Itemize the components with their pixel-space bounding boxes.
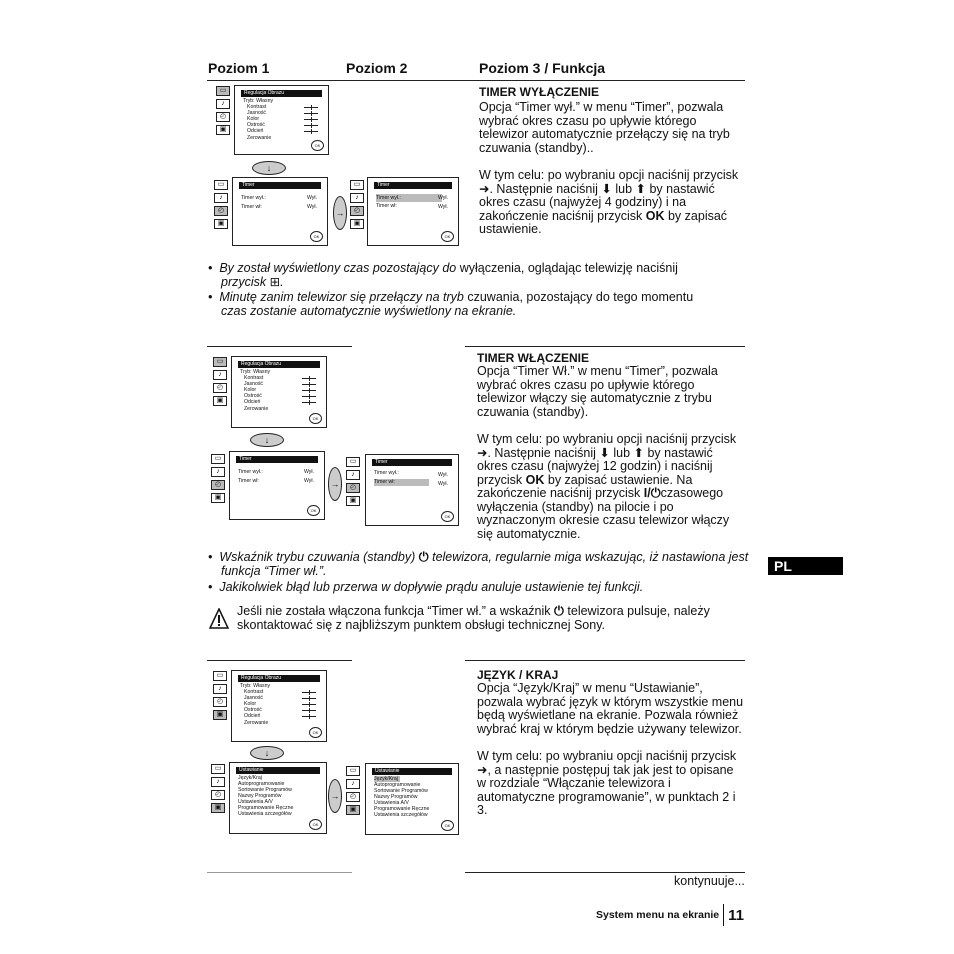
- section2-bullets: • Wskaźnik trybu czuwania (standby) ⏻ telewizora, regularnie miga wskazując, iż nastawiona jest funkcja “Timer wł.”. • Jakikolwiek błąd lub przerwa w dopływie prądu anuluje ustawienie tej funkcji.: [208, 550, 749, 594]
- picture-icon: ▭: [346, 457, 360, 467]
- ok-icon: OK: [309, 413, 322, 424]
- timer-icon: ◴: [350, 206, 364, 216]
- ok-icon: OK: [309, 819, 322, 830]
- down-arrow-icon: ⬇: [601, 181, 612, 196]
- sound-icon: ♪: [216, 99, 230, 109]
- menu-icons: [346, 766, 360, 815]
- picture-icon: ▭: [213, 357, 227, 367]
- menu-title: Regulacja Obrazu: [238, 361, 320, 368]
- section-rule: [207, 660, 352, 661]
- ok-icon: OK: [311, 140, 324, 151]
- sound-icon: ♪: [346, 470, 360, 480]
- menu-icons: [216, 86, 230, 135]
- sound-icon: ♪: [213, 684, 227, 694]
- right-arrow-pad-icon: →: [333, 196, 347, 230]
- sound-icon: ♪: [211, 777, 225, 787]
- menu-title: Ustawianie: [236, 767, 320, 774]
- timer-menu-screen: Timer Timer wył.: Timer wł: Wył. Wył. OK: [229, 451, 325, 520]
- menu-title: Regulacja Obrazu: [241, 90, 322, 97]
- up-arrow-icon: ⬆: [633, 445, 644, 460]
- ok-icon: OK: [441, 820, 454, 831]
- section2-text: TIMER WŁĄCZENIE Opcja “Timer Wł.” w menu “Timer”, pozwala wybrać okres czasu po upływie którego telewizor włączy się automatycznie z trybu czuwania (standby). W tym celu: po wybraniu opcji naciśnij przycisk ➜. Następnie naciśnij ⬇ lub ⬆ by nastawić okres czasu (najwyżej 12 godzin) i naciśnij przycisk OK by zapisać ustawienie. Na zakończenie naciśnij przycisk I/⏻czasowego wyłączenia (standby) na pilocie i po wyznaczonym okresie czasu telewizor włączy się automatycznie.: [477, 351, 743, 541]
- down-arrow-icon: ⬇: [599, 445, 610, 460]
- setup-icon: ▣: [211, 493, 225, 503]
- sound-icon: ♪: [213, 370, 227, 380]
- section-rule: [465, 872, 745, 873]
- language-tab: PL: [768, 557, 843, 575]
- warning-text: Jeśli nie została włączona funkcja “Timer wł.” a wskaźnik ⏻ telewizora pulsuje, należy skontaktować się z najbliższym punktem obsługi technicznej Sony.: [237, 604, 710, 632]
- setup-menu-screen-selected: Ustawianie Język/Kraj Autoprogramowanie Sortowanie Programów Nazwy Programów Ustawienia A/V Programowanie Ręczne Ustawienia szczegółów OK: [365, 763, 459, 835]
- sound-icon: ♪: [214, 193, 228, 203]
- timer-icon: ◴: [213, 383, 227, 393]
- ok-icon: OK: [309, 727, 322, 738]
- menu-title: Ustawianie: [372, 768, 452, 775]
- power-icon: ⏻: [418, 550, 429, 564]
- ok-icon: OK: [441, 231, 454, 242]
- standby-button-icon: I/⏻: [643, 486, 661, 500]
- picture-icon: ▭: [350, 180, 364, 190]
- section-title: JĘZYK / KRAJ: [477, 668, 559, 682]
- timer-icon: ◴: [213, 697, 227, 707]
- ok-icon: OK: [307, 505, 320, 516]
- menu-icons: [213, 671, 227, 720]
- menu-icons: [211, 764, 225, 813]
- continued-label: kontynuuje...: [674, 874, 745, 888]
- picture-icon: ▭: [213, 671, 227, 681]
- header-rule: [207, 80, 745, 81]
- menu-icons: [211, 454, 225, 503]
- section-rule: [465, 346, 745, 347]
- section-title: TIMER WYŁĄCZENIE: [479, 85, 599, 99]
- setup-icon: ▣: [214, 219, 228, 229]
- section3-text: JĘZYK / KRAJ Opcja “Język/Kraj” w menu “Ustawianie”, pozwala wybrać język w którym wszystkie menu będą wyświetlane na ekranie. Pozwala również wybrać kraj w którym będzie używany telewizor. W tym celu: po wybraniu opcji naciśnij przycisk ➜, a następnie postępuj tak jak jest to opisane w rozdziale “Włączanie telewizora i automatyczne programowanie”, w punktach 2 i 3.: [477, 668, 744, 817]
- setup-icon: ▣: [216, 125, 230, 135]
- menu-icons: [346, 457, 360, 506]
- slider-group: [304, 104, 318, 134]
- timer-menu-screen: Timer Timer wył.: Timer wł: Wył. Wył. OK: [232, 177, 328, 246]
- menu-title: Timer: [374, 182, 452, 189]
- picture-menu-screen: [234, 85, 329, 155]
- menu-icons: [350, 180, 364, 229]
- picture-icon: ▭: [214, 180, 228, 190]
- setup-icon: ▣: [346, 496, 360, 506]
- timer-icon: ◴: [211, 480, 225, 490]
- right-arrow-icon: ➜: [477, 445, 488, 460]
- picture-icon: ▭: [216, 86, 230, 96]
- setup-icon: ▣: [211, 803, 225, 813]
- section-rule: [465, 660, 745, 661]
- picture-menu-screen: Regulacja Obrazu Tryb: Własny Kontrast Jasność Kolor Ostrość Odcień Zerowanie OK: [231, 670, 327, 742]
- setup-icon: ▣: [350, 219, 364, 229]
- section-title: TIMER WŁĄCZENIE: [477, 351, 589, 365]
- right-arrow-pad-icon: →: [328, 467, 342, 501]
- menu-title: Timer: [372, 459, 452, 466]
- menu-icons: [214, 180, 228, 229]
- footer-divider: [723, 904, 724, 926]
- timer-icon: ◴: [211, 790, 225, 800]
- picture-icon: ▭: [211, 764, 225, 774]
- up-arrow-icon: ⬆: [635, 181, 646, 196]
- setup-icon: ▣: [213, 710, 227, 720]
- section1-bullets: • By został wyświetlony czas pozostający do wyłączenia, oglądając telewizję naciśnij przycisk ⊞. • Minutę zanim telewizor się przełączy na tryb czuwania, pozostający do tego momentu czas zostanie automatycznie wyświetlony na ekranie.: [208, 261, 694, 318]
- header-level2: Poziom 2: [346, 60, 408, 76]
- picture-menu-screen: Regulacja Obrazu Tryb: Własny Kontrast Jasność Kolor Ostrość Odcień Zerowanie OK: [231, 356, 327, 428]
- picture-icon: ▭: [211, 454, 225, 464]
- menu-title: Regulacja Obrazu: [238, 675, 320, 682]
- sound-icon: ♪: [350, 193, 364, 203]
- footer-title: System menu na ekranie: [596, 909, 720, 921]
- down-arrow-pad-icon: ↓: [252, 161, 286, 175]
- down-arrow-pad-icon: ↓: [250, 746, 284, 760]
- ok-icon: OK: [441, 511, 454, 522]
- sound-icon: ♪: [346, 779, 360, 789]
- setup-icon: ▣: [213, 396, 227, 406]
- header-level3: Poziom 3 / Funkcja: [479, 60, 606, 76]
- down-arrow-pad-icon: ↓: [250, 433, 284, 447]
- timer-icon: ◴: [346, 483, 360, 493]
- right-arrow-icon: ➜: [479, 181, 490, 196]
- timer-menu-screen-selected: Timer Timer wył.: Timer wł: Wył. Wył. OK: [367, 177, 459, 246]
- menu-title: Timer: [236, 456, 318, 463]
- sound-icon: ♪: [211, 467, 225, 477]
- menu-icons: [213, 357, 227, 406]
- footer: [596, 904, 744, 926]
- power-icon: ⏻: [554, 604, 564, 618]
- timer-icon: ◴: [214, 206, 228, 216]
- timer-icon: ◴: [346, 792, 360, 802]
- picture-icon: ▭: [346, 766, 360, 776]
- timer-icon: ◴: [216, 112, 230, 122]
- section-rule: [207, 872, 352, 873]
- page-number: 11: [728, 906, 744, 924]
- menu-lines: Tryb: Własny Kontrast Jasność Kolor Ostrość Odcień Zerowanie: [243, 98, 274, 141]
- right-arrow-pad-icon: →: [328, 779, 342, 813]
- section1-text: TIMER WYŁĄCZENIE Opcja “Timer wył.” w menu “Timer”, pozwala wybrać okres czasu po upływie którego telewizor automatycznie przełączy się na tryb czuwania (standby).. W tym celu: po wybraniu opcji naciśnij przycisk ➜. Następnie naciśnij ⬇ lub ⬆ by nastawić okres czasu (najwyżej 4 godziny) i na zakończenie naciśnij przycisk OK by zapisać ustawienie.: [479, 85, 744, 237]
- info-button-icon: ⊞: [269, 275, 281, 289]
- timer-menu-screen-selected: Timer Timer wył.: Timer wł: Wył. Wył. OK: [365, 454, 459, 526]
- setup-icon: ▣: [346, 805, 360, 815]
- ok-icon: OK: [310, 231, 323, 242]
- section-rule: [207, 346, 352, 347]
- menu-title: Timer: [239, 182, 321, 189]
- setup-menu-screen: Ustawianie Język/Kraj Autoprogramowanie Sortowanie Programów Nazwy Programów Ustawienia A/V Programowanie Ręczne Ustawienia szczegółów OK: [229, 762, 327, 834]
- warning-icon: [209, 608, 229, 630]
- header-level1: Poziom 1: [208, 60, 270, 76]
- right-arrow-icon: ➜: [477, 762, 488, 777]
